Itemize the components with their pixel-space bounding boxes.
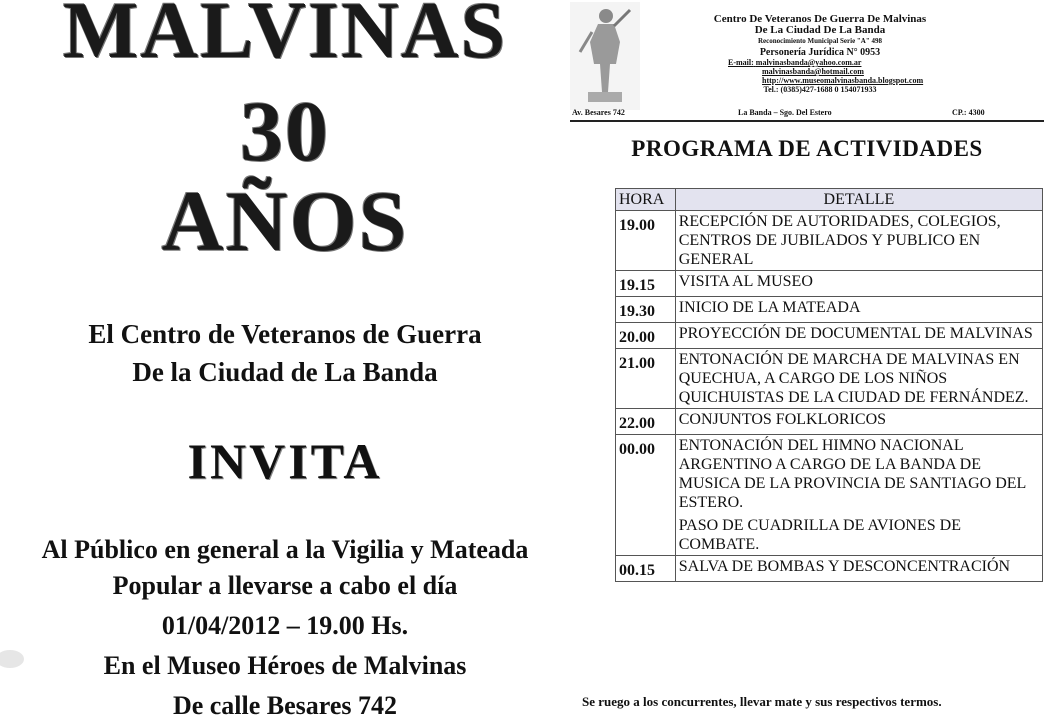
row-detail <box>675 556 1042 582</box>
city: La Banda – Sgo. Del Estero <box>738 108 832 117</box>
email-link-1[interactable]: malvinasbanda@yahoo.com.ar <box>755 58 862 67</box>
veteran-statue-emblem-icon <box>570 2 640 110</box>
row-detail <box>675 211 1042 271</box>
letterhead <box>570 0 1044 120</box>
row-detail <box>675 271 1042 297</box>
street-address: Av. Besares 742 <box>572 108 625 117</box>
detail-paragraph: VISITA AL MUSEO <box>678 273 813 290</box>
details-line-1: Al Público en general a la Vigilia y Mateada <box>41 535 529 564</box>
table-row <box>616 435 1043 556</box>
detail-paragraph: ENTONACIÓN DEL HIMNO NACIONAL ARGENTINO A CARGO DE LA BANDA DE MUSICA DE LA PROVINCIA DE SANTIAGO DEL ESTERO. <box>678 437 1026 511</box>
footnote: Se ruego a los concurrentes, llevar mate y sus respectivos termos. <box>582 694 942 709</box>
row-detail <box>675 435 1042 556</box>
detail-paragraph: CONJUNTOS FOLKLORICOS <box>678 411 887 428</box>
table-row <box>616 323 1043 349</box>
email-label: E-mail: <box>728 58 754 67</box>
detail-paragraph: INICIO DE LA MATEADA <box>678 299 861 316</box>
table-row <box>616 349 1043 409</box>
row-detail <box>675 349 1042 409</box>
detail-paragraph: PROYECCIÓN DE DOCUMENTAL DE MALVINAS <box>678 325 1033 342</box>
legal-status: Personería Jurídica N° 0953 <box>759 47 881 58</box>
schedule-body <box>616 211 1043 582</box>
row-detail <box>675 297 1042 323</box>
detail-paragraph: ENTONACIÓN DE MARCHA DE MALVINAS EN QUECHUA, A CARGO DE LOS NIÑOS QUICHUISTAS DE LA CIUDAD DE FERNÁNDEZ. <box>678 351 1029 406</box>
detail-paragraph: PASO DE CUADRILLA DE AVIONES DE COMBATE. <box>678 517 961 553</box>
details-line-4: En el Museo Héroes de Malvinas <box>103 651 467 680</box>
column-header-hora: HORA <box>616 189 676 211</box>
schedule-table <box>615 188 1043 582</box>
row-time: 19.30 <box>616 297 676 323</box>
org-name-line-1: Centro De Veteranos De Guerra De Malvinas <box>713 13 927 25</box>
program-title: PROGRAMA DE ACTIVIDADES <box>631 136 983 161</box>
row-time: 20.00 <box>616 323 676 349</box>
row-time: 00.15 <box>616 556 676 582</box>
table-row <box>616 211 1043 271</box>
row-detail <box>675 323 1042 349</box>
table-row <box>616 556 1043 582</box>
details-line-3: 01/04/2012 – 19.00 Hs. <box>161 611 409 640</box>
row-detail <box>675 409 1042 435</box>
column-header-detalle: DETALLE <box>675 189 1042 211</box>
org-name-line-2: De La Ciudad De La Banda <box>754 24 886 36</box>
table-row <box>616 271 1043 297</box>
row-time: 19.00 <box>616 211 676 271</box>
row-time: 00.00 <box>616 435 676 556</box>
scan-smudge <box>0 645 30 675</box>
anniversary-label: AÑOS <box>161 173 409 269</box>
anniversary-number: 30 <box>240 83 330 179</box>
email-link-2[interactable]: malvinasbanda@hotmail.com <box>762 67 864 76</box>
details-line-5: De calle Besares 742 <box>172 691 398 720</box>
program-panel <box>570 0 1044 717</box>
postal-code: CP.: 4300 <box>952 108 985 117</box>
row-time: 21.00 <box>616 349 676 409</box>
phone-number: Tel.: (0385)427-1688 0 154071933 <box>763 85 877 94</box>
row-time: 19.15 <box>616 271 676 297</box>
host-line-2: De la Ciudad de La Banda <box>132 357 438 387</box>
letterhead-divider <box>570 120 1044 122</box>
detail-paragraph: RECEPCIÓN DE AUTORIDADES, COLEGIOS, CENTROS DE JUBILADOS Y PUBLICO EN GENERAL <box>678 213 1001 268</box>
letterhead-text <box>670 14 970 94</box>
details-line-2: Popular a llevarse a cabo el día <box>112 571 458 600</box>
municipal-recognition: Reconocimiento Municipal Serie "A" 498 <box>757 37 883 45</box>
website-link[interactable]: http://www.museomalvinasbanda.blogspot.com <box>762 76 924 85</box>
table-row <box>616 297 1043 323</box>
schedule-header-row <box>616 189 1043 211</box>
row-time: 22.00 <box>616 409 676 435</box>
invitation-title: MALVINAS <box>62 0 508 75</box>
invitation-details <box>0 532 570 724</box>
email-1-row <box>670 58 970 67</box>
invita-heading: INVITA <box>187 433 383 489</box>
detail-paragraph: SALVA DE BOMBAS Y DESCONCENTRACIÓN <box>678 558 1011 575</box>
host-line-1: El Centro de Veteranos de Guerra <box>88 319 482 349</box>
table-row <box>616 409 1043 435</box>
